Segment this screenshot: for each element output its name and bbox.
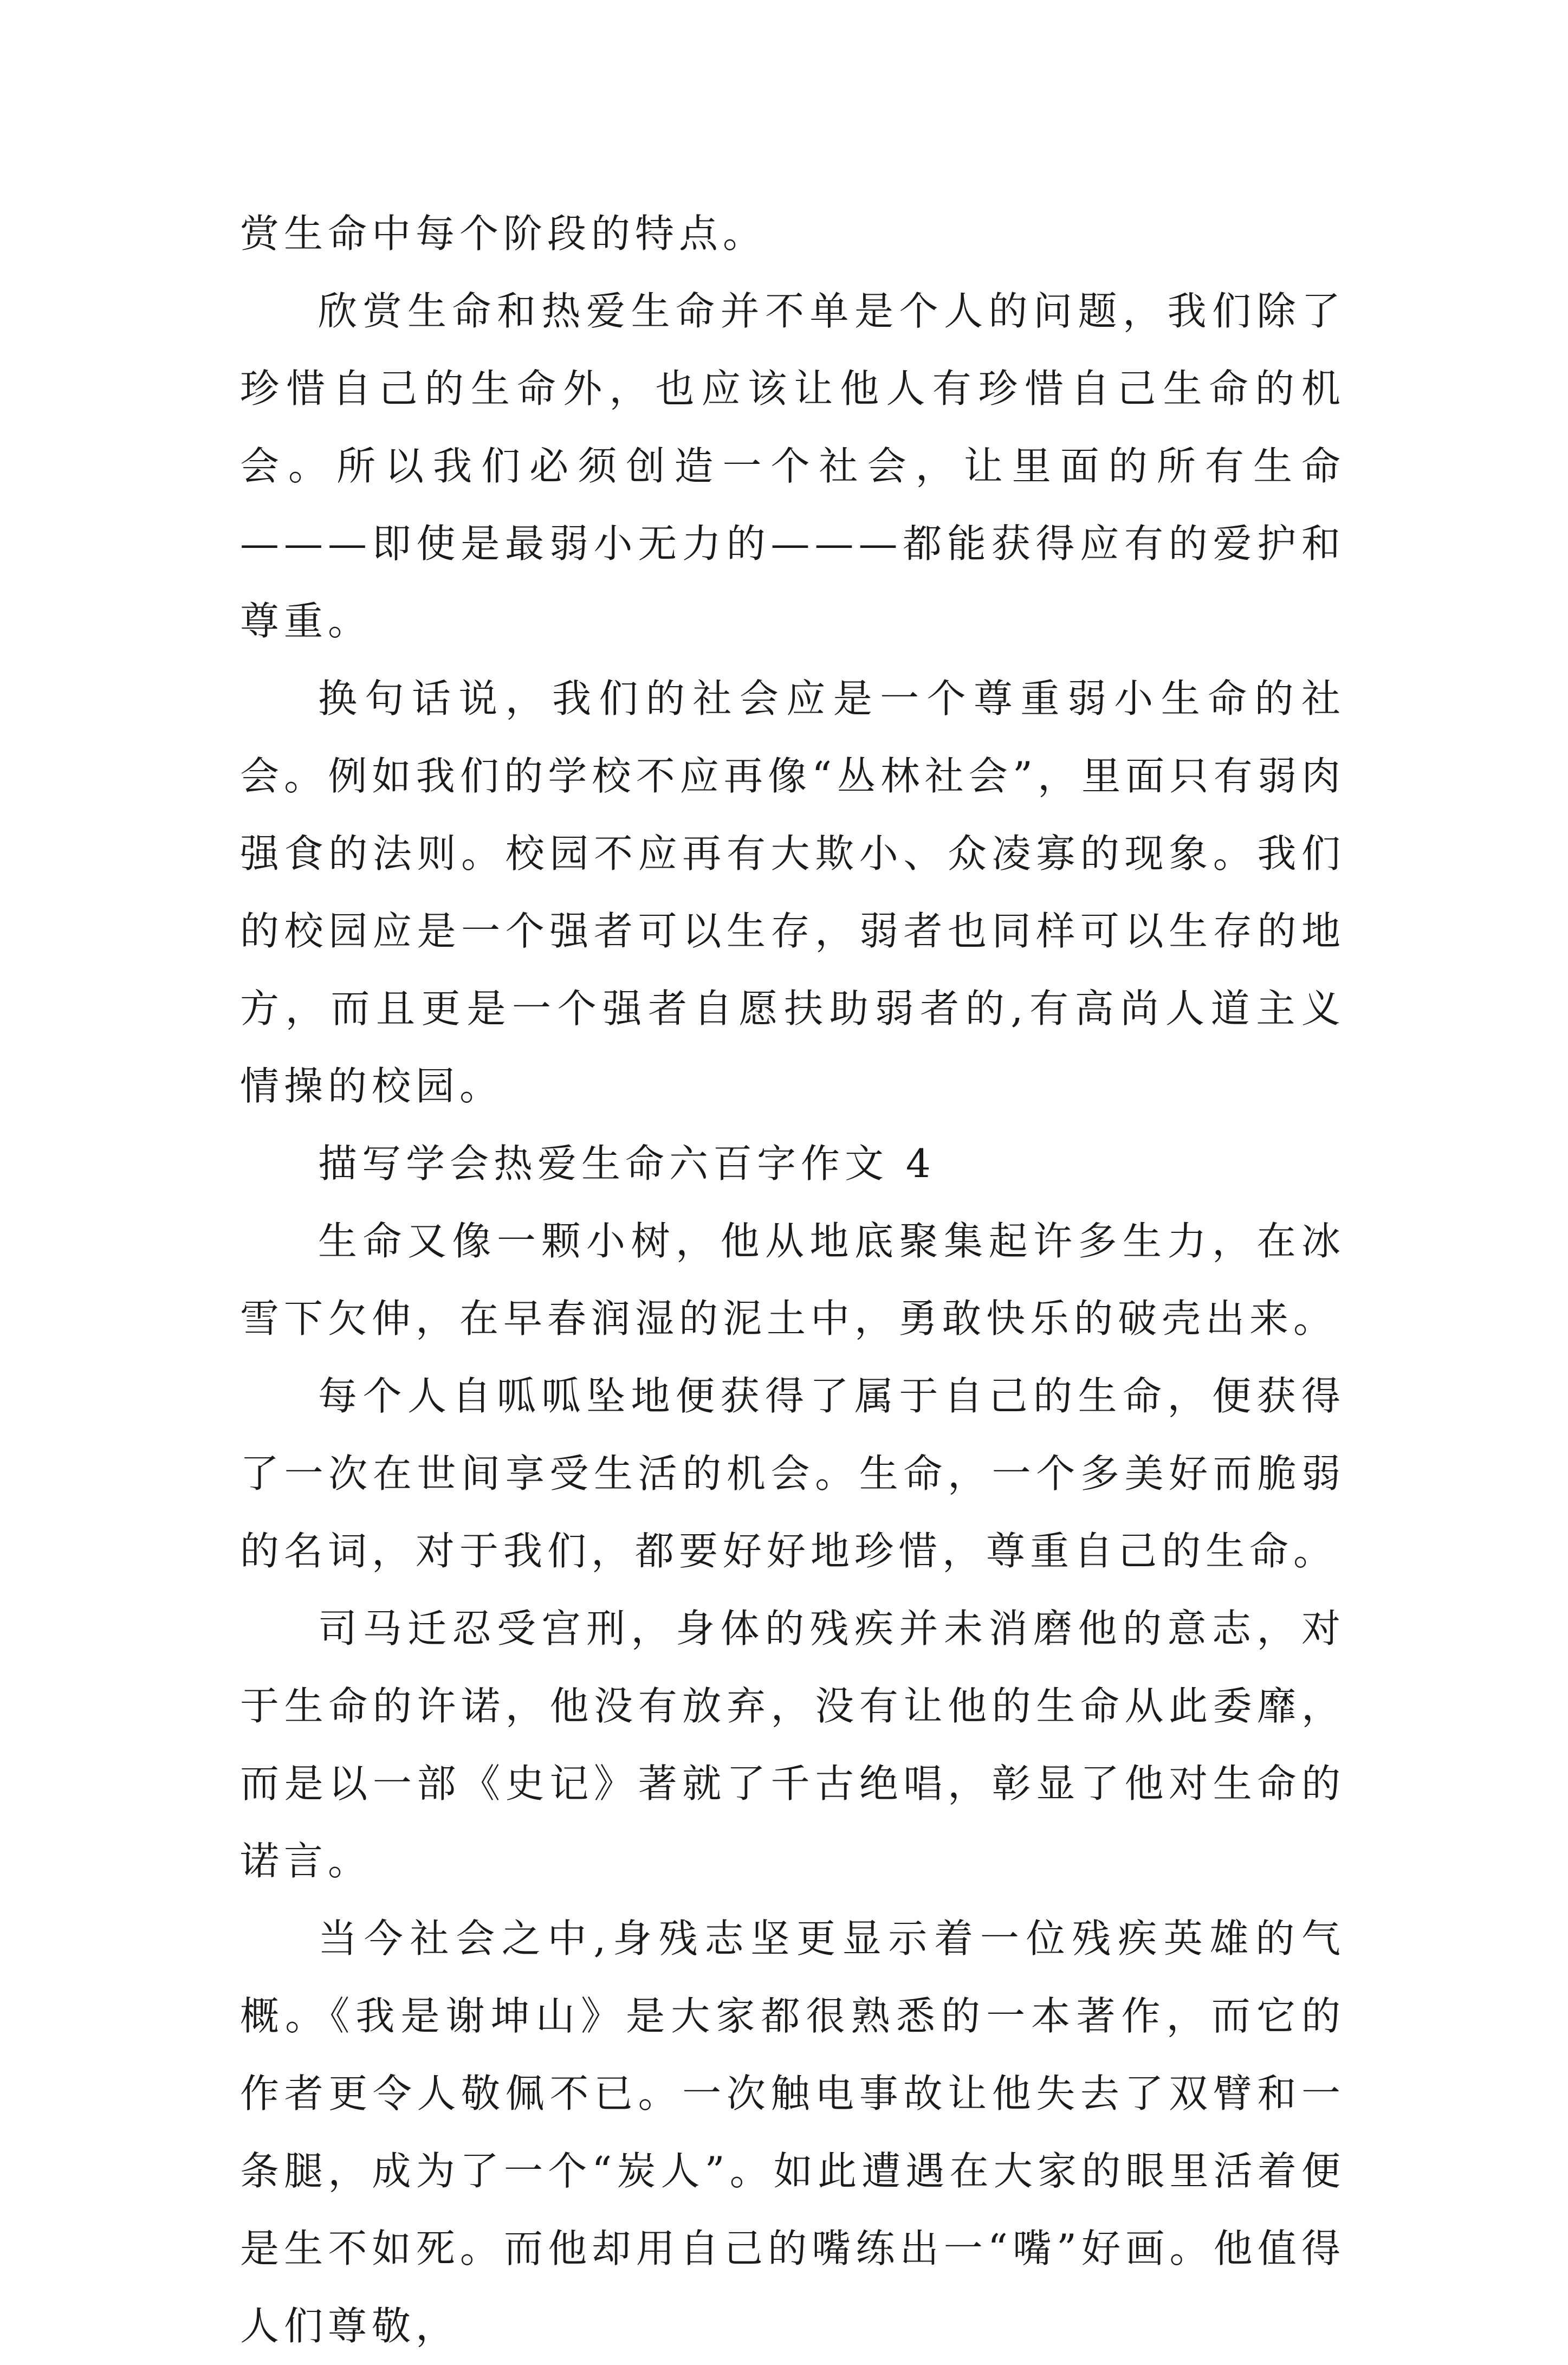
paragraph-continuation: 赏生命中每个阶段的特点。 xyxy=(240,211,767,256)
text-column xyxy=(240,195,1345,2365)
paragraph: 生命又像一颗小树，他从地底聚集起许多生力，在冰雪下欠伸，在早春润湿的泥土中，勇敢快乐的破壳出来。 xyxy=(240,1218,1345,1341)
paragraph: 每个人自呱呱坠地便获得了属于自己的生命，便获得了一次在世间享受生活的机会。生命，一个多美好而脆弱的名词，对于我们，都要好好地珍惜，尊重自己的生命。 xyxy=(240,1373,1345,1574)
paragraph: 欣赏生命和热爱生命并不单是个人的问题，我们除了珍惜自己的生命外，也应该让他人有珍惜自己生命的机会。所以我们必须创造一个社会，让里面的所有生命———即使是最弱小无力的———都能获得应有的爱护和尊重。 xyxy=(240,288,1345,644)
paragraph: 当今社会之中,身残志坚更显示着一位残疾英雄的气概。《我是谢坤山》是大家都很熟悉的一本著作，而它的作者更令人敬佩不已。一次触电事故让他失去了双臂和一条腿，成为了一个“炭人”。如此遭遇在大家的眼里活着便是生不如死。而他却用自己的嘴练出一“嘴”好画。他值得人们尊敬， xyxy=(240,1916,1345,2349)
paragraph: 换句话说，我们的社会应是一个尊重弱小生命的社会。例如我们的学校不应再像“丛林社会”，里面只有弱肉强食的法则。校园不应再有大欺小、众凌寡的现象。我们的校园应是一个强者可以生存，弱者也同样可以生存的地方，而且更是一个强者自愿扶助弱者的,有高尚人道主义情操的校园。 xyxy=(240,676,1345,1109)
paragraph: 司马迁忍受宫刑，身体的残疾并未消磨他的意志，对于生命的许诺，他没有放弃，没有让他的生命从此委靡，而是以一部《史记》著就了千古绝唱，彰显了他对生命的诺言。 xyxy=(240,1606,1345,1884)
section-heading: 描写学会热爱生命六百字作文 4 xyxy=(318,1141,936,1186)
